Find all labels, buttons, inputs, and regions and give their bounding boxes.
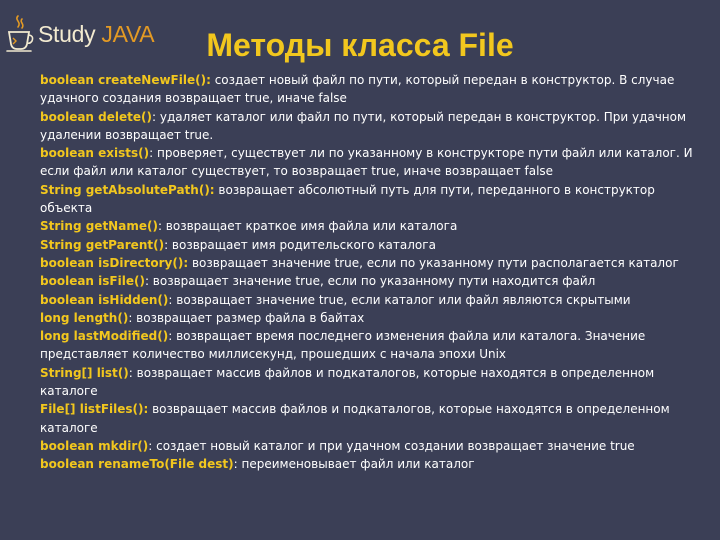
method-item xyxy=(40,327,700,364)
methods-list xyxy=(40,71,700,474)
method-signature: boolean isDirectory(): xyxy=(40,255,189,270)
method-description: : возвращает массив файлов и подкаталогов, которые находятся в определенном каталоге xyxy=(40,365,655,399)
method-signature: long lastModified() xyxy=(40,329,169,344)
method-description: возвращает абсолютный путь для пути, переданного в конструктор объекта xyxy=(40,182,655,216)
method-signature: String getAbsolutePath(): xyxy=(40,182,215,197)
method-description: возвращает массив файлов и подкаталогов, которые находятся в определенном каталоге xyxy=(40,402,670,435)
method-signature: boolean isFile() xyxy=(40,274,145,289)
method-description: : возвращает размер файла в байтах xyxy=(128,310,365,325)
method-item xyxy=(40,71,700,108)
method-description: : создает новый каталог и при удачном создании возвращает значение true xyxy=(148,438,635,453)
method-item xyxy=(40,181,700,218)
method-description: возвращает значение true, если по указанному пути располагается каталог xyxy=(188,255,679,270)
method-description: : переименовывает файл или каталог xyxy=(233,457,475,472)
method-item xyxy=(40,364,700,401)
method-description: : возвращает имя родительского каталога xyxy=(164,237,436,252)
method-signature: String[] list() xyxy=(40,365,129,380)
logo-study-text: Study xyxy=(38,20,96,47)
method-description: : возвращает время последнего изменения файла или каталога. Значение представляет количество миллисекунд, прошедших с начала эпохи Unix xyxy=(40,329,646,362)
method-signature: File[] listFiles(): xyxy=(40,402,149,417)
method-signature: boolean createNewFile(): xyxy=(40,73,211,87)
method-item xyxy=(40,455,700,473)
method-description: : возвращает краткое имя файла или каталога xyxy=(157,219,458,234)
method-signature: boolean exists() xyxy=(40,146,150,161)
method-item xyxy=(40,108,700,145)
method-description: : удаляет каталог или файл по пути, который передан в конструктор. При удачном удалении возвращает true. xyxy=(40,109,687,142)
method-signature: String getName() xyxy=(40,219,158,234)
method-signature: String getParent() xyxy=(40,237,165,252)
method-signature: boolean renameTo(File dest) xyxy=(40,457,234,472)
method-signature: boolean isHidden() xyxy=(40,292,169,307)
method-description: : возвращает значение true, если по указанному пути находится файл xyxy=(144,274,596,289)
method-signature: boolean delete() xyxy=(40,109,152,124)
method-description: : проверяет, существует ли по указанному в конструкторе пути файл или каталог. И если файл или каталог существует, то возвращает true, иначе возвращает false xyxy=(40,146,693,179)
method-item xyxy=(40,144,700,181)
method-item xyxy=(40,437,700,455)
method-item xyxy=(40,236,700,254)
method-item xyxy=(40,309,700,327)
page-title: Методы класса File xyxy=(206,27,514,63)
method-signature: long length() xyxy=(40,310,129,325)
method-item xyxy=(40,400,700,437)
method-item xyxy=(40,291,700,309)
method-item xyxy=(40,217,700,235)
method-signature: boolean mkdir() xyxy=(40,438,149,453)
method-description: : возвращает значение true, если каталог или файл являются скрытыми xyxy=(168,292,631,307)
method-item xyxy=(40,254,700,272)
method-item xyxy=(40,272,700,290)
method-description: создает новый файл по пути, который передан в конструктор. В случае удачного создания возвращает true, иначе false xyxy=(40,73,675,106)
logo-java-text: JAVA xyxy=(101,20,155,47)
